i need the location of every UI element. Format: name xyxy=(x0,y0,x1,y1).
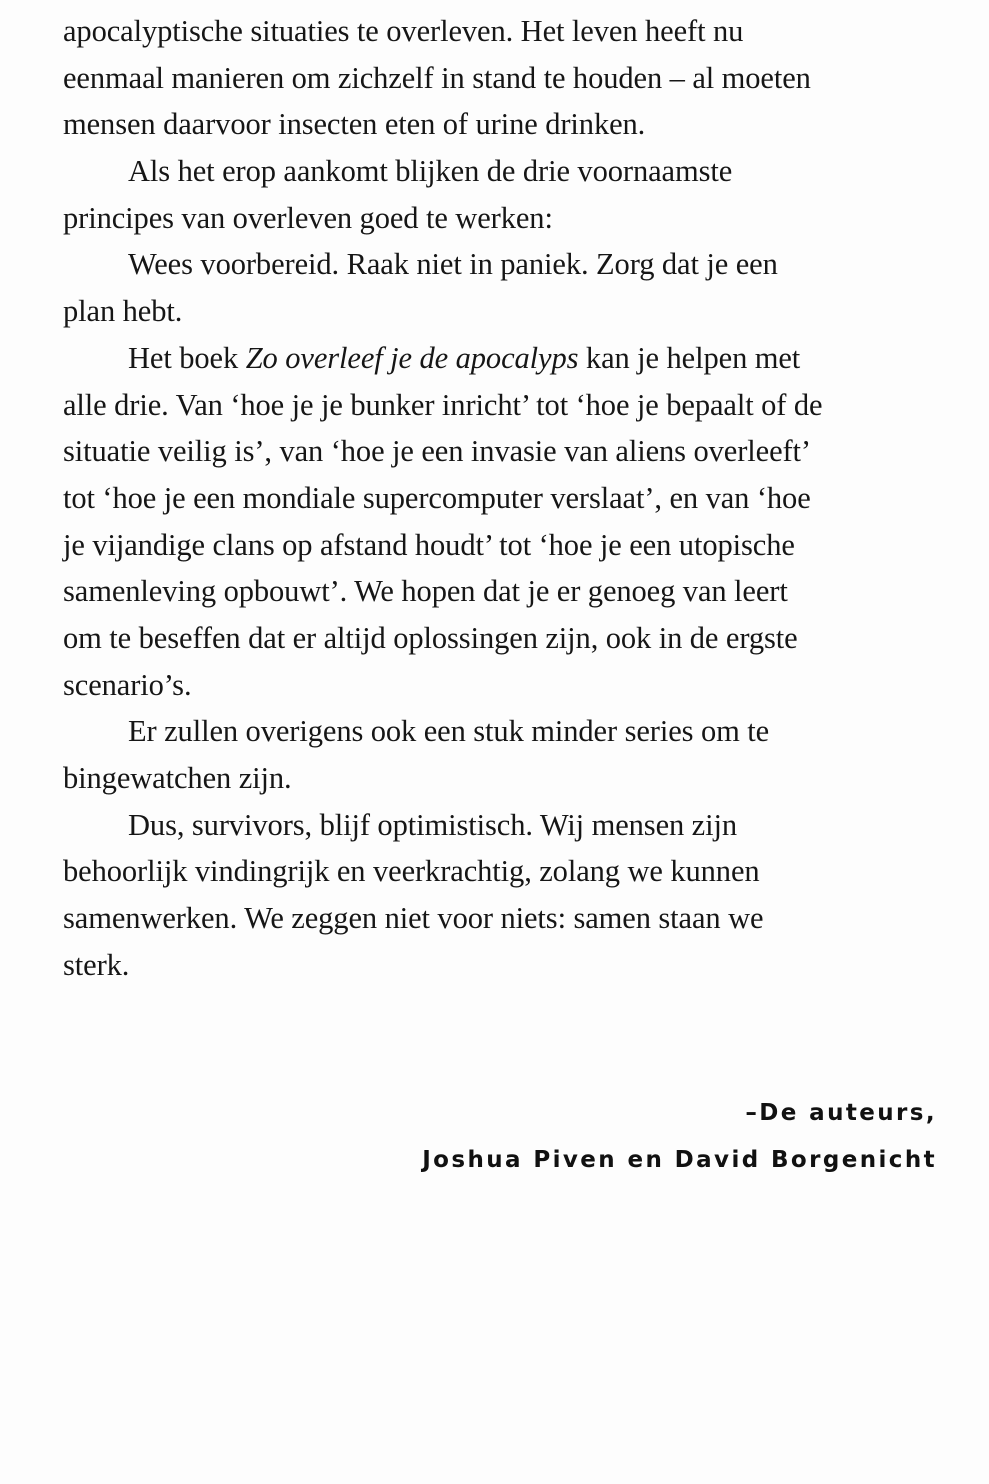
text-line: principes van overleven goed te werken: xyxy=(63,200,553,235)
signature-line-authors: –De auteurs, xyxy=(745,1100,937,1126)
text-line: behoorlijk vindingrijk en veerkrachtig, zolang we kunnen xyxy=(63,854,760,889)
text-line: tot ‘hoe je een mondiale supercomputer verslaat’, en van ‘hoe xyxy=(63,480,811,515)
text-line: sterk. xyxy=(63,947,130,982)
text-line: situatie veilig is’, van ‘hoe je een invasie van aliens overleeft’ xyxy=(63,434,811,469)
book-line-suffix: kan je helpen met xyxy=(585,340,801,375)
text-line: samenwerken. We zeggen niet voor niets: samen staan we xyxy=(63,901,764,936)
text-line: je vijandige clans op afstand houdt’ tot ‘hoe je een utopische xyxy=(63,527,795,562)
text-line: alle drie. Van ‘hoe je je bunker inricht’ tot ‘hoe je bepaalt of de xyxy=(63,387,823,422)
text-line: Er zullen overigens ook een stuk minder series om te xyxy=(128,714,770,749)
author-signature xyxy=(422,1090,937,1184)
text-line: om te beseffen dat er altijd oplossingen zijn, ook in de ergste xyxy=(63,620,798,655)
text-line: eenmaal manieren om zichzelf in stand te houden – al moeten xyxy=(63,60,811,95)
book-line-prefix: Het boek xyxy=(128,340,239,375)
text-line: Wees voorbereid. Raak niet in paniek. Zorg dat je een xyxy=(128,247,778,282)
text-line: samenleving opbouwt’. We hopen dat je er genoeg van leert xyxy=(63,574,788,609)
body-text xyxy=(63,0,943,988)
text-line: Dus, survivors, blijf optimistisch. Wij mensen zijn xyxy=(128,807,738,842)
text-line: plan hebt. xyxy=(63,294,183,329)
book-title: Zo overleef je de apocalyps xyxy=(245,340,579,375)
text-line: mensen daarvoor insecten eten of urine drinken. xyxy=(63,107,646,142)
text-line-book-title xyxy=(63,335,943,382)
text-line: apocalyptische situaties te overleven. Het leven heeft nu xyxy=(63,14,744,48)
signature-line-names: Joshua Piven en David Borgenicht xyxy=(422,1147,937,1173)
text-line: bingewatchen zijn. xyxy=(63,761,292,795)
text-line: scenario’s. xyxy=(63,667,192,702)
text-line: Als het erop aankomt blijken de drie voornaamste xyxy=(128,154,733,189)
